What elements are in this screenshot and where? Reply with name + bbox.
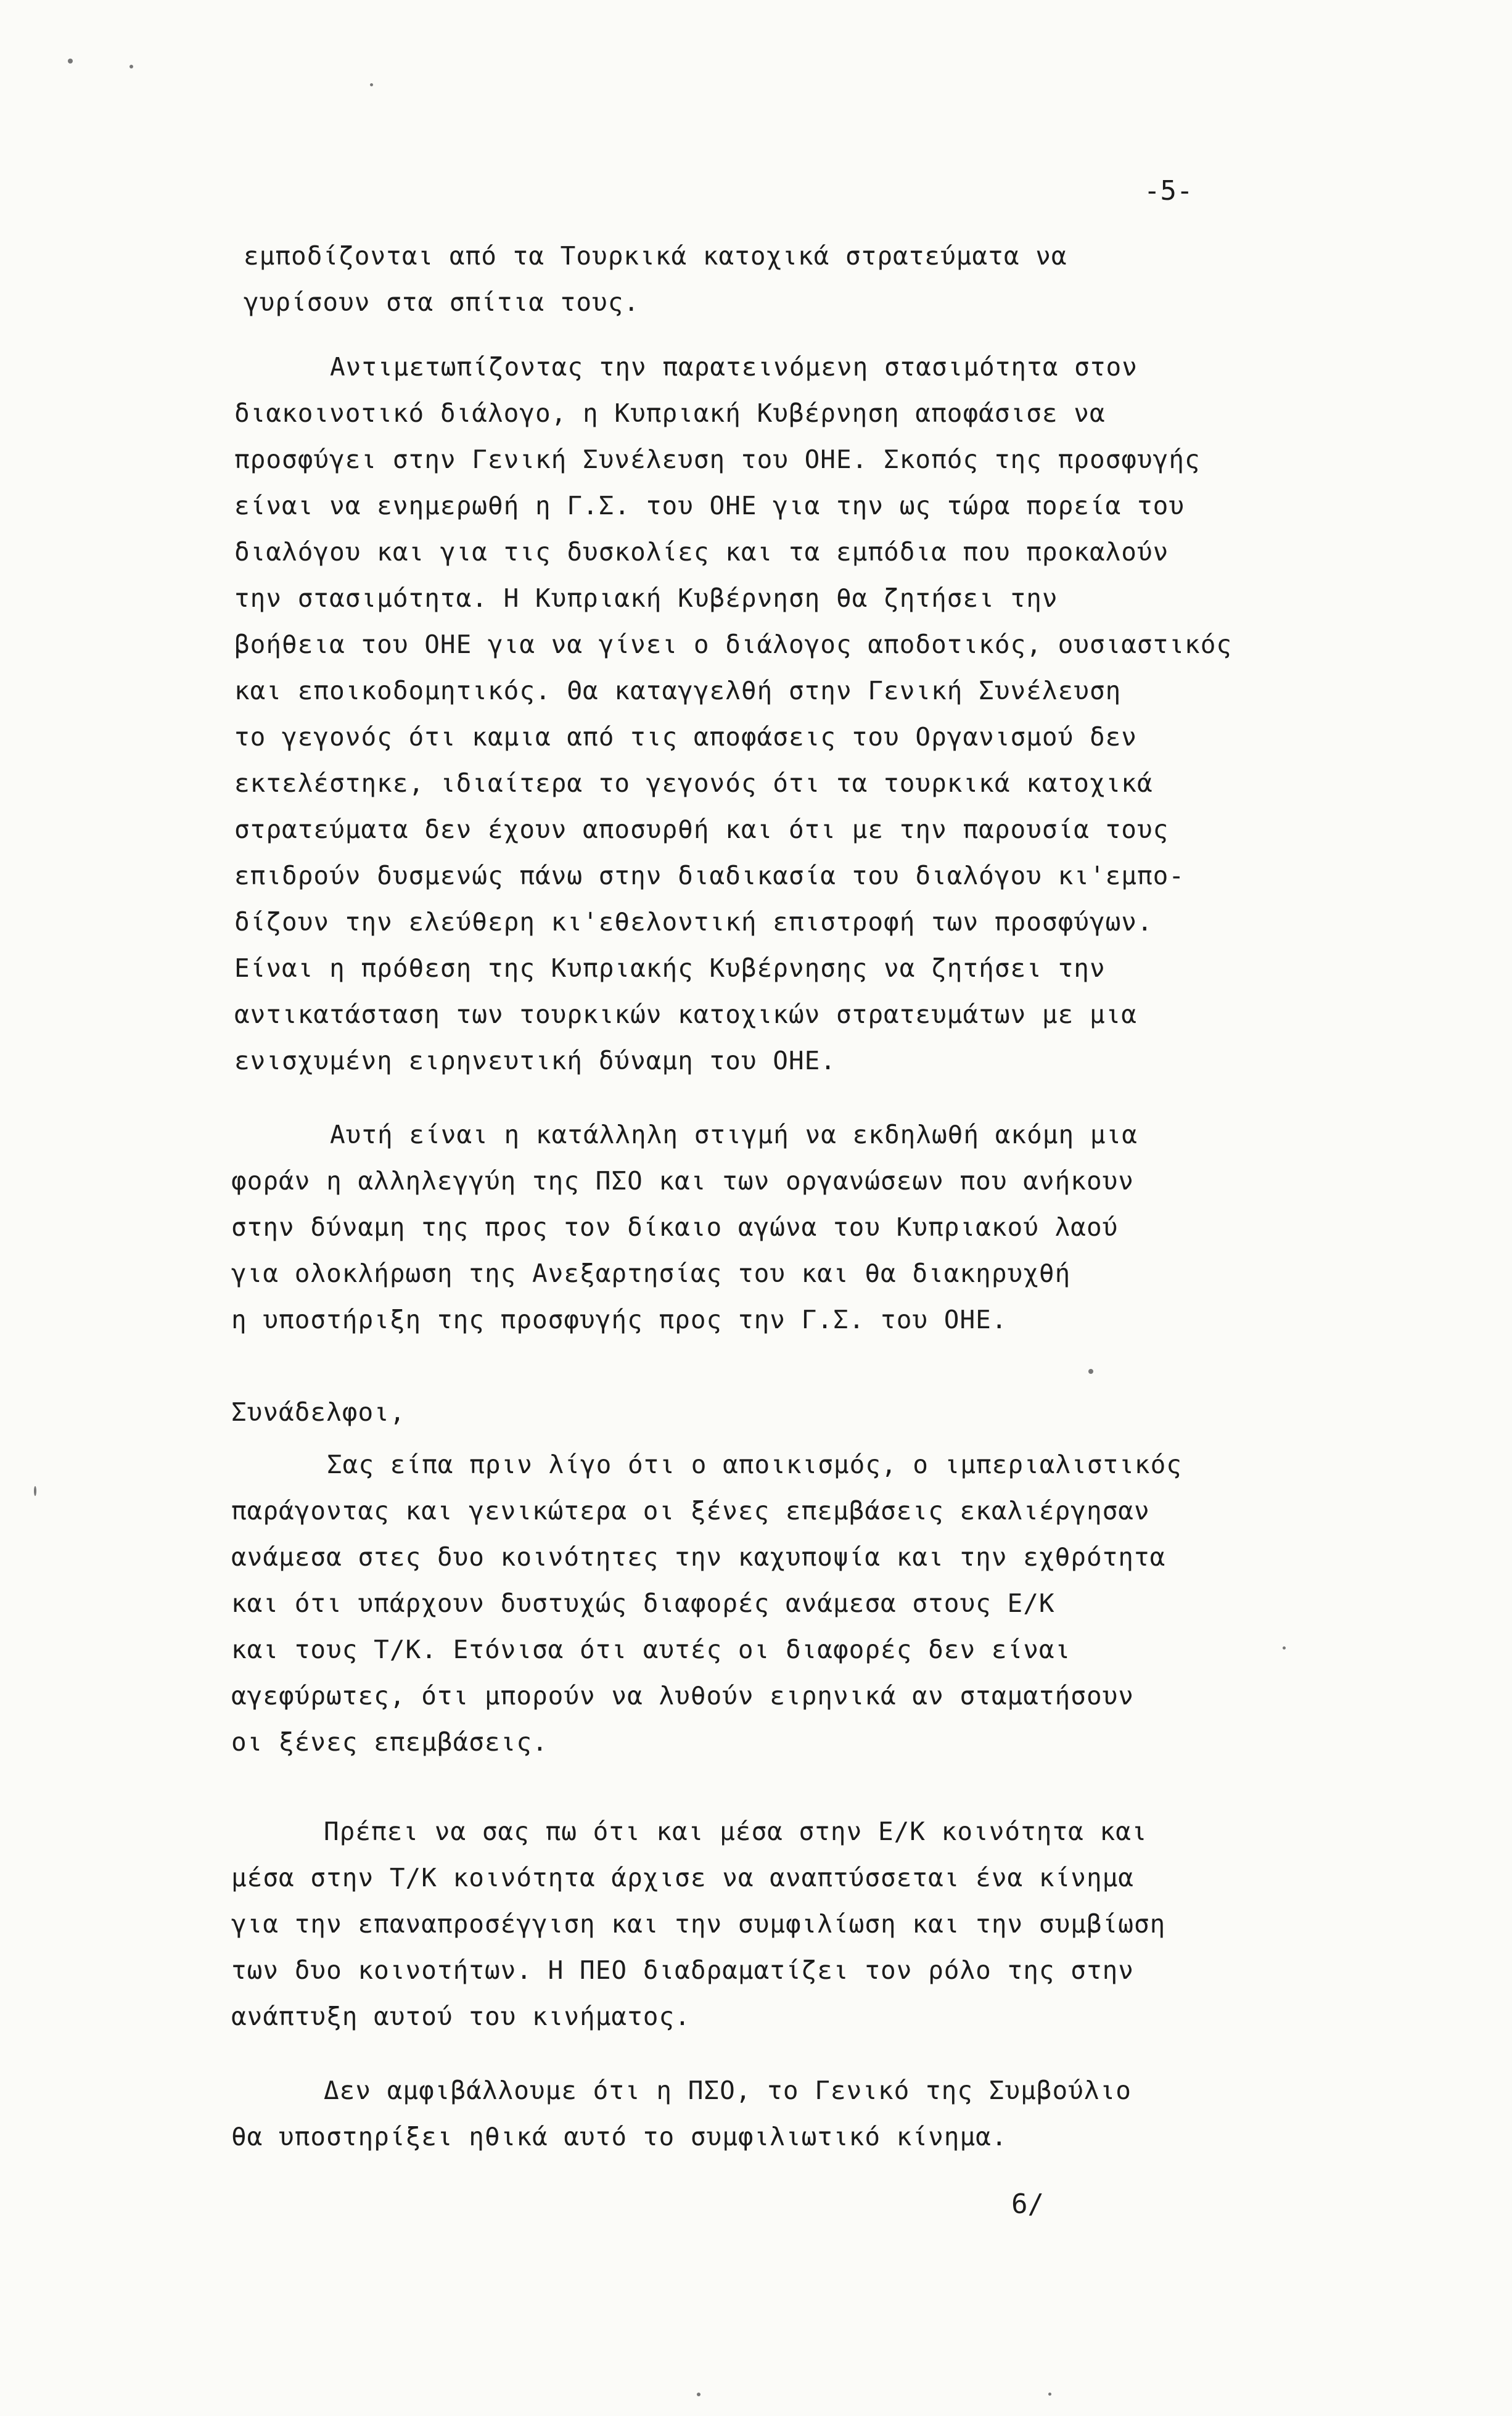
text-line: Αντιμετωπίζοντας την παρατεινόμενη στασιμότητα στον bbox=[330, 352, 1138, 382]
text-line: το γεγονός ότι καμια από τις αποφάσεις του Οργανισμού δεν bbox=[234, 722, 1137, 752]
text-line: εμποδίζονται από τα Τουρκικά κατοχικά στρατεύματα να bbox=[244, 241, 1067, 271]
text-line: ανάμεσα στες δυο κοινότητες την καχυποψία και την εχθρότητα bbox=[231, 1542, 1166, 1572]
text-line: ανάπτυξη αυτού του κινήματος. bbox=[231, 2002, 691, 2031]
scan-speck bbox=[34, 1486, 36, 1496]
text-line: αγεφύρωτες, ότι μπορούν να λυθούν ειρηνικά αν σταματήσουν bbox=[231, 1681, 1134, 1711]
text-line: μέσα στην Τ/Κ κοινότητα άρχισε να αναπτύσσεται ένα κίνημα bbox=[231, 1863, 1134, 1892]
continuation-marker: 6/ bbox=[1011, 2188, 1044, 2220]
text-line: θα υποστηρίξει ηθικά αυτό το συμφιλιωτικό κίνημα. bbox=[231, 2122, 1008, 2151]
text-line: αντικατάσταση των τουρκικών κατοχικών στρατευμάτων με μια bbox=[234, 1000, 1137, 1029]
text-line: η υποστήριξη της προσφυγής προς την Γ.Σ. του ΟΗΕ. bbox=[231, 1305, 1008, 1334]
text-line: ενισχυμένη ειρηνευτική δύναμη του ΟΗΕ. bbox=[234, 1046, 836, 1075]
scan-speck bbox=[1283, 1646, 1286, 1650]
text-line: φοράν η αλληλεγγύη της ΠΣΟ και των οργανώσεων που ανήκουν bbox=[231, 1166, 1134, 1196]
text-line: Πρέπει να σας πω ότι και μέσα στην Ε/Κ κοινότητα και bbox=[324, 1817, 1148, 1846]
text-line: γυρίσουν στα σπίτια τους. bbox=[244, 287, 640, 317]
scan-speck bbox=[1048, 2393, 1051, 2396]
text-line: είναι να ενημερωθή η Γ.Σ. του ΟΗΕ για την ως τώρα πορεία του bbox=[234, 491, 1185, 520]
text-line: για την επαναπροσέγγιση και την συμφιλίωση και την συμβίωση bbox=[231, 1909, 1166, 1939]
text-line: την στασιμότητα. Η Κυπριακή Κυβέρνηση θα ζητήσει την bbox=[234, 583, 1058, 613]
text-line: δίζουν την ελεύθερη κι'εθελοντική επιστροφή των προσφύγων. bbox=[234, 907, 1153, 937]
scan-speck bbox=[129, 65, 133, 68]
text-line: και εποικοδομητικός. Θα καταγγελθή στην Γενική Συνέλευση bbox=[234, 676, 1122, 705]
scan-speck bbox=[370, 83, 373, 86]
text-line: Είναι η πρόθεση της Κυπριακής Κυβέρνησης να ζητήσει την bbox=[234, 953, 1106, 983]
scan-speck bbox=[697, 2393, 701, 2396]
text-line: εκτελέστηκε, ιδιαίτερα το γεγονός ότι τα τουρκικά κατοχικά bbox=[234, 768, 1153, 798]
text-line: επιδρούν δυσμενώς πάνω στην διαδικασία του διαλόγου κι'εμπο- bbox=[234, 861, 1185, 890]
text-line: Δεν αμφιβάλλουμε ότι η ΠΣΟ, το Γενικό της Συμβούλιο bbox=[324, 2076, 1132, 2105]
text-line: και ότι υπάρχουν δυστυχώς διαφορές ανάμεσα στους Ε/Κ bbox=[231, 1588, 1055, 1618]
text-line: βοήθεια του ΟΗΕ για να γίνει ο διάλογος αποδοτικός, ουσιαστικός bbox=[234, 630, 1233, 659]
text-line: για ολοκλήρωση της Ανεξαρτησίας του και θα διακηρυχθή bbox=[231, 1259, 1071, 1288]
text-line: στρατεύματα δεν έχουν αποσυρθή και ότι με την παρουσία τους bbox=[234, 815, 1169, 844]
text-line: διακοινοτικό διάλογο, η Κυπριακή Κυβέρνηση αποφάσισε να bbox=[234, 398, 1106, 428]
text-line: οι ξένες επεμβάσεις. bbox=[231, 1727, 548, 1757]
scan-speck bbox=[1088, 1369, 1093, 1374]
text-line: των δυο κοινοτήτων. Η ΠΕΟ διαδραματίζει τον ρόλο της στην bbox=[231, 1955, 1134, 1985]
text-line: Σας είπα πριν λίγο ότι ο αποικισμός, ο ιμπεριαλιστικός bbox=[327, 1450, 1182, 1479]
text-line: στην δύναμη της προς τον δίκαιο αγώνα του Κυπριακού λαού bbox=[231, 1212, 1119, 1242]
text-line: Αυτή είναι η κατάλληλη στιγμή να εκδηλωθή ακόμη μια bbox=[330, 1120, 1138, 1149]
text-line: διαλόγου και για τις δυσκολίες και τα εμπόδια που προκαλούν bbox=[234, 537, 1169, 567]
text-line: Συνάδελφοι, bbox=[231, 1397, 406, 1427]
scan-speck bbox=[68, 59, 73, 64]
text-line: παράγοντας και γενικώτερα οι ξένες επεμβάσεις εκαλιέργησαν bbox=[231, 1496, 1150, 1526]
text-line: και τους Τ/Κ. Ετόνισα ότι αυτές οι διαφορές δεν είναι bbox=[231, 1635, 1071, 1664]
text-line: προσφύγει στην Γενική Συνέλευση του ΟΗΕ. Σκοπός της προσφυγής bbox=[234, 445, 1201, 474]
page-number: -5- bbox=[1144, 175, 1193, 207]
